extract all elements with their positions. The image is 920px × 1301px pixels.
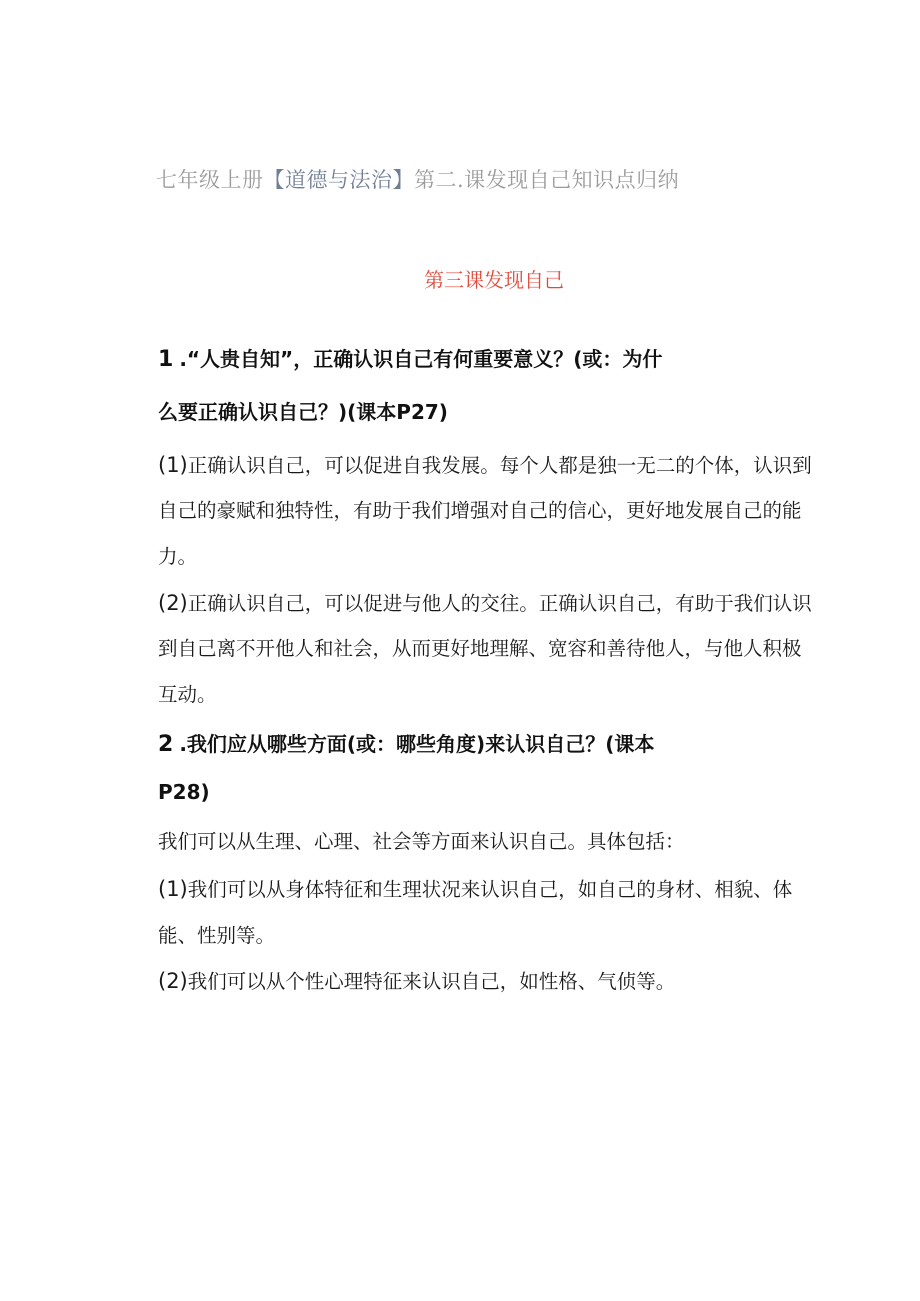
q1-item-1-text-1: 正确认识自己，可以促进自我发展。每个人都是独一无二的个体，认识到 [187, 454, 812, 477]
title-suffix: 第二.课发现自己知识点归纳 [414, 168, 680, 192]
q1-item-2-marker: (2) [158, 591, 188, 615]
question-1-heading-line1: .“人贵自知”，正确认识自己有何重要意义？(或：为什 [179, 347, 663, 371]
q1-item-2-text-1: 正确认识自己，可以促进与他人的交往。正确认识自己，有助于我们认识 [187, 592, 812, 615]
question-1-number: 1 [158, 347, 174, 372]
q1-item-1-line-2: 自己的豪赋和独特性，有助于我们增强对自己的信心，更好地发展自己的能 [158, 499, 802, 522]
q2-item-1-line-1 [158, 874, 792, 902]
q2-item-1-line-2: 能、性别等。 [158, 924, 276, 947]
q1-item-1-marker: (1) [158, 453, 188, 477]
q1-item-2-line-2: 到自己离不开他人和社会，从而更好地理解、宽容和善待他人，与他人积极 [158, 637, 802, 660]
q2-item-2-text-1: 我们可以从个性心理特征来认识自己，如性格、气侦等。 [187, 970, 676, 993]
q2-item-2-line-1 [158, 966, 675, 994]
question-2-heading [158, 728, 654, 757]
q2-item-2-marker: (2) [158, 969, 188, 993]
title-prefix: 七年级上册 [156, 168, 264, 192]
q2-intro: 我们可以从生理、心理、社会等方面来认识自己。具体包括： [158, 830, 685, 853]
q1-item-1-line-1 [158, 450, 812, 478]
lesson-title: 第三课发现自己 [424, 268, 564, 292]
question-2-number: 2 [158, 732, 174, 757]
question-1-heading [158, 343, 662, 372]
q1-item-2-line-1 [158, 588, 812, 616]
q2-item-1-marker: (1) [158, 877, 188, 901]
question-1-heading-cont: 么要正确认识自己？)(课本P27) [158, 400, 448, 424]
q1-item-1-line-3: 力。 [158, 545, 198, 568]
q1-item-2-line-3: 互动。 [158, 683, 217, 706]
question-2-heading-cont: P28) [158, 780, 210, 804]
document-title [156, 164, 679, 194]
title-subject: 【道德与法治】 [263, 168, 414, 192]
question-2-heading-line1: .我们应从哪些方面(或：哪些角度)来认识自己？(课本 [179, 732, 655, 756]
q2-item-1-text-1: 我们可以从身体特征和生理状况来认识自己，如自己的身材、相貌、体 [187, 878, 793, 901]
